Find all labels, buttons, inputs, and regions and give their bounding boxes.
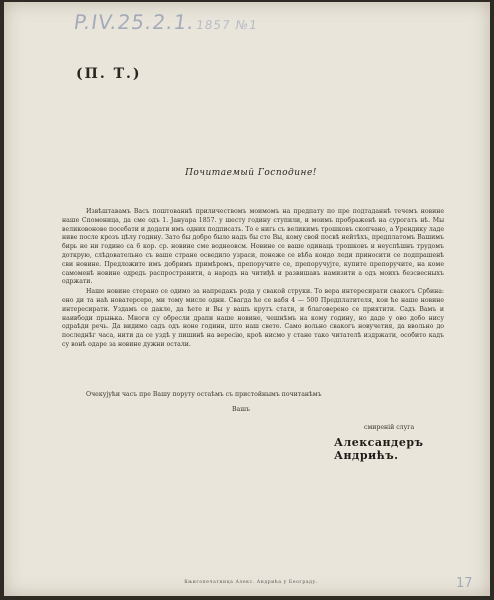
printer-imprint: Књигопечатница Алекс. Андрића у Београду. xyxy=(184,580,318,585)
page-number: 17 xyxy=(456,576,473,591)
document-page xyxy=(4,2,490,596)
greeting: Почитаемый Господине! xyxy=(185,168,317,178)
servant-line: смиреній слуга xyxy=(364,424,415,431)
archive-annotation: 1857 №1 xyxy=(195,18,259,32)
closing-line: Очекујући часъ пре Вашу поруту остаѣмъ съ пристойнымъ почитанѣмъ xyxy=(86,391,322,398)
header-mark: (П. Т.) xyxy=(76,66,142,82)
closing-vash: Вашъ xyxy=(232,406,250,413)
letter-body xyxy=(62,208,444,350)
paragraph: Наше новине стерано се одимо за напредакъ рода у свакой струки. То вера интересирати свакогъ Србина: ено ди та наћ новатерсеро, ми тому мисле одни. Свагда ће се вабя 4 — 500 Предплатителя, кои ће наше новине интересирати. Уздамъ се дакле, да ћете и Вы у вашъ крутъ стати, и благоверено се приятити. Садъ Вамъ и наивбоди прыњка. Многи су обресли драпи наше новине, чешнѣмъ на кому годину, но даде у ово добо нису одраѣди речь. Да видимо садъ одъ ноне годинн, што наш свете. Само вольно свакогъ новучетия, да ввольно до последнѣг часа, нити да се уздѣ у пишинѣ на вересію, кроѣ нисмо у стане тако читателѣ издржати, особито кадъ су вонѣ одаре за новине дужни остали. xyxy=(62,288,444,348)
archive-signature: P.IV.25.2.1. xyxy=(72,10,197,34)
archive-stamp xyxy=(72,10,259,34)
signature: Александеръ Андрићъ. xyxy=(334,436,424,462)
paragraph: Извѣштавамъ Васъ поштованнѣ приличествомъ моимомъ на предпату по пре подтаданнѣ течемъ новине наше Споменица, да сме одъ 1. Јануара 1857. у шесту годину ступили, и моимъ прображенѣ на сурогать нѣ. Мы великовонове посебати и додати имъ одних подписать. То е нигь съ великимъ трошковъ скопчано, а Урендику ладе ниве после крозъ цѣлу годину. Зато бы добро было надъ бы сте Вы, кому свой посвѣ нейтѣхъ, предплатомъ Вашимъ бирь не ни годино са 6 кор. ср. новине сме воднеовсм. Новине се ваше одинаць трошковъ и неуспѣшнъ трудомъ доткрую, слѣдовательно съ ваше стране осведило узраси, понеже се вѣба кондо леди приносити се подпрашенѣ сви новине. Предложите имъ добримъ примѣромъ, препоручите се, препоручујте, купите препоручите, на коме самоменѣ новине одредъ распространити, а народъ на читиђѣ и развишавъ намизити а одъ моихъ безсвесныхъ одржати. xyxy=(62,208,444,286)
